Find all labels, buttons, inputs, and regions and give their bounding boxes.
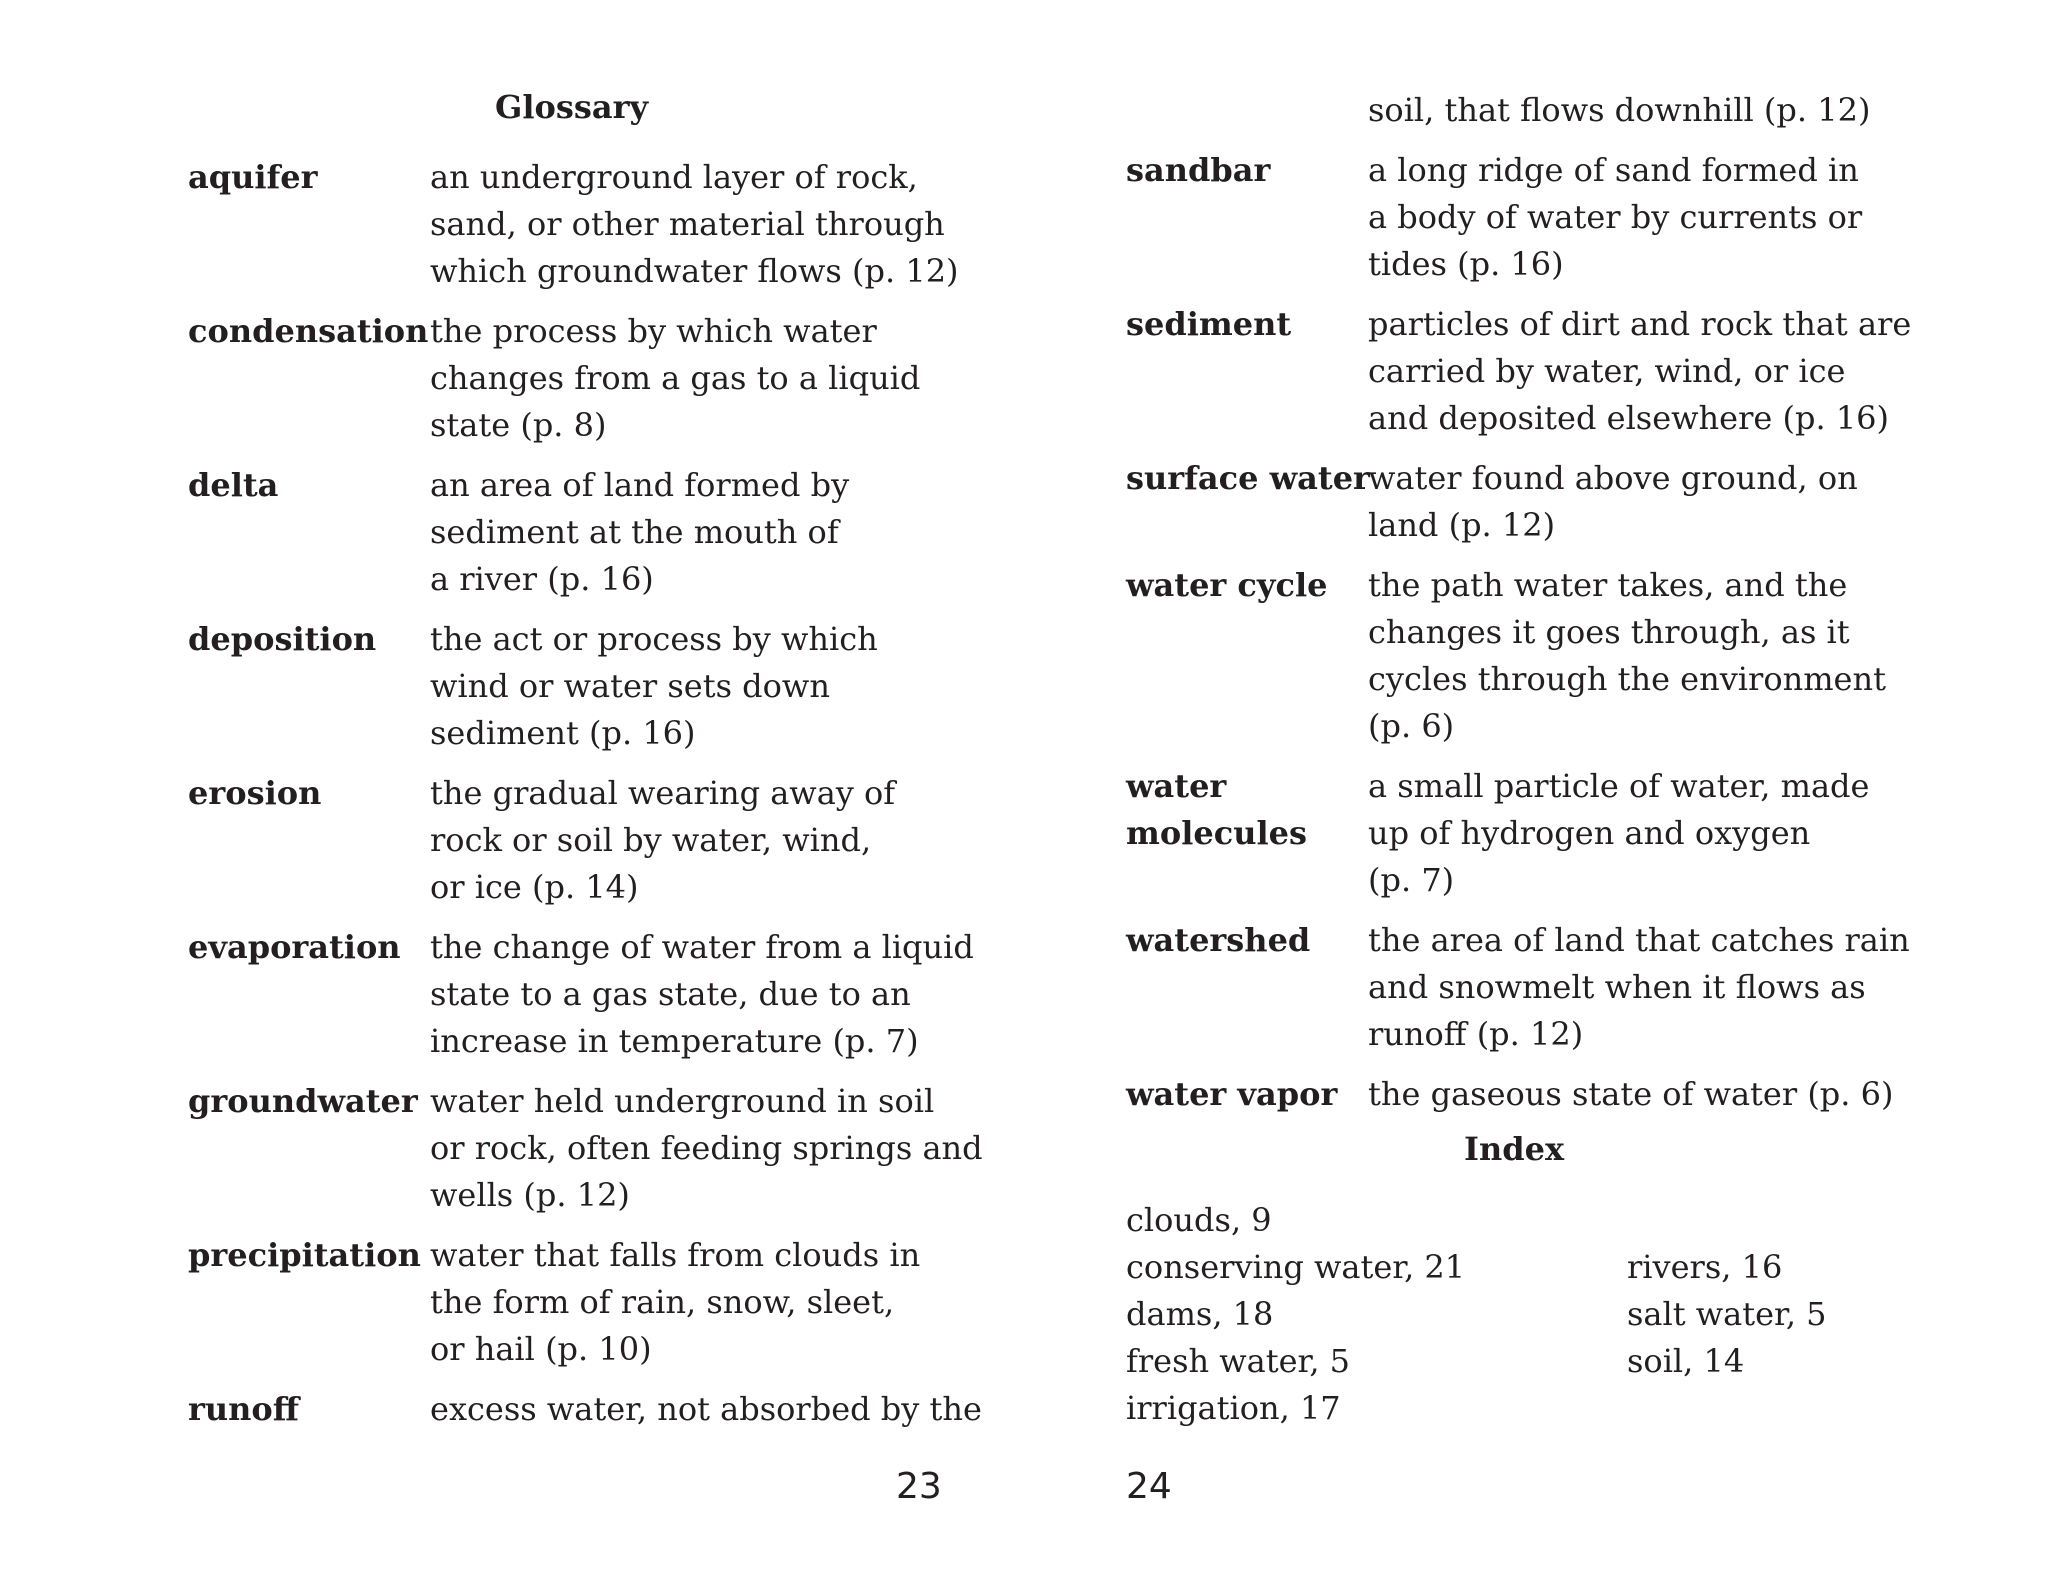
right-page <box>1024 0 2048 1582</box>
term-line: sediment <box>1126 305 1292 343</box>
glossary-term <box>1126 562 1368 750</box>
glossary-definition <box>430 1078 983 1219</box>
glossary-definition <box>1368 763 1888 904</box>
index-item: clouds, 9 <box>1126 1201 1272 1239</box>
glossary-entry <box>1126 763 1906 904</box>
term-line: precipitation <box>188 1236 421 1274</box>
term-line: evaporation <box>188 928 401 966</box>
glossary-term <box>1126 763 1368 904</box>
glossary-entry <box>1126 455 1906 549</box>
page-number-right: 24 <box>1126 1466 1172 1507</box>
term-line: runoff <box>188 1390 299 1428</box>
definition-line: the change of water from a liquid <box>430 928 974 966</box>
definition-line: water held underground in soil <box>430 1082 935 1120</box>
glossary-definition <box>430 1386 982 1433</box>
index-item: irrigation, 17 <box>1126 1389 1341 1427</box>
glossary-term <box>188 924 430 1065</box>
definition-line: land (p. 12) <box>1368 506 1556 544</box>
definition-line: an underground layer of rock, <box>430 158 918 196</box>
definition-line: which groundwater flows (p. 12) <box>430 252 959 290</box>
glossary-entry <box>188 1386 982 1433</box>
term-line: delta <box>188 466 279 504</box>
definition-line: sediment at the mouth of <box>430 513 839 551</box>
definition-line: the gaseous state of water (p. 6) <box>1368 1075 1894 1113</box>
term-line: surface water <box>1126 459 1370 497</box>
definition-line: increase in temperature (p. 7) <box>430 1022 919 1060</box>
definition-line: excess water, not absorbed by the <box>430 1390 982 1428</box>
glossary-definition <box>1368 301 1912 442</box>
glossary-term <box>1126 455 1368 549</box>
index-item: fresh water, 5 <box>1126 1342 1351 1380</box>
definition-line: the form of rain, snow, sleet, <box>430 1283 895 1321</box>
definition-line: wells (p. 12) <box>430 1176 630 1214</box>
glossary-definition <box>430 616 950 757</box>
definition-line: the gradual wearing away of <box>430 774 896 812</box>
glossary-definition <box>430 154 959 295</box>
definition-line: a small particle of water, made <box>1368 767 1870 805</box>
index-item: dams, 18 <box>1126 1295 1274 1333</box>
definition-line: tides (p. 16) <box>1368 245 1564 283</box>
glossary-entry <box>188 1232 968 1373</box>
glossary-definition <box>430 1232 950 1373</box>
definition-line: (p. 6) <box>1368 707 1455 745</box>
term-line: aquifer <box>188 158 318 196</box>
term-line: condensation <box>188 312 429 350</box>
glossary-continuation <box>1126 87 1906 134</box>
glossary-definition <box>1368 917 1910 1058</box>
glossary-entry <box>188 770 968 911</box>
glossary-entries-right <box>1126 87 1912 1131</box>
glossary-entry <box>1126 917 1910 1058</box>
definition-line: state to a gas state, due to an <box>430 975 911 1013</box>
glossary-term <box>1126 147 1368 288</box>
glossary-definition <box>430 770 950 911</box>
term-line: sandbar <box>1126 151 1271 189</box>
glossary-term <box>188 1232 430 1373</box>
definition-line: (p. 7) <box>1368 861 1455 899</box>
definition-line: water found above ground, on <box>1368 459 1858 497</box>
definition-line: cycles through the environment <box>1368 660 1886 698</box>
glossary-definition <box>430 462 950 603</box>
glossary-entry <box>188 616 968 757</box>
term-line: water cycle <box>1126 566 1328 604</box>
glossary-definition <box>1368 1071 1894 1118</box>
index-heading: Index <box>1464 1130 1565 1168</box>
definition-line: the area of land that catches rain <box>1368 921 1910 959</box>
glossary-entry <box>1126 147 1906 288</box>
index-column-2 <box>1627 1244 1827 1385</box>
glossary-entry <box>188 154 968 295</box>
index-item: soil, 14 <box>1627 1342 1745 1380</box>
glossary-term <box>188 154 430 295</box>
index-item: conserving water, 21 <box>1126 1248 1466 1286</box>
definition-line: soil, that flows downhill (p. 12) <box>1368 91 1871 129</box>
glossary-entry <box>1126 1071 1906 1118</box>
definition-line: up of hydrogen and oxygen <box>1368 814 1811 852</box>
index-item: rivers, 16 <box>1627 1248 1783 1286</box>
term-line: deposition <box>188 620 377 658</box>
glossary-term <box>188 462 430 603</box>
glossary-entry <box>1126 562 1906 750</box>
definition-line: changes it goes through, as it <box>1368 613 1850 651</box>
definition-line: state (p. 8) <box>430 406 607 444</box>
glossary-heading: Glossary <box>495 88 649 126</box>
definition-line: and deposited elsewhere (p. 16) <box>1368 399 1890 437</box>
glossary-term <box>188 1386 430 1433</box>
index-column-1 <box>1126 1197 1465 1432</box>
definition-line: a long ridge of sand formed in <box>1368 151 1859 189</box>
definition-line: runoff (p. 12) <box>1368 1015 1584 1053</box>
glossary-entry <box>188 462 968 603</box>
definition-line: or hail (p. 10) <box>430 1330 652 1368</box>
glossary-entry <box>188 308 968 449</box>
definition-line: sand, or other material through <box>430 205 945 243</box>
definition-line: particles of dirt and rock that are <box>1368 305 1912 343</box>
definition-line: changes from a gas to a liquid <box>430 359 921 397</box>
term-line: water <box>1126 767 1227 805</box>
definition-line: or ice (p. 14) <box>430 868 639 906</box>
glossary-definition <box>1368 147 1888 288</box>
glossary-term <box>188 770 430 911</box>
glossary-entry <box>188 924 974 1065</box>
term-line: watershed <box>1126 921 1311 959</box>
definition-line: a river (p. 16) <box>430 560 654 598</box>
page-number-left: 23 <box>896 1466 942 1507</box>
glossary-definition <box>430 924 974 1065</box>
definition-line: rock or soil by water, wind, <box>430 821 872 859</box>
glossary-term <box>188 308 430 449</box>
definition-line: and snowmelt when it flows as <box>1368 968 1866 1006</box>
glossary-term <box>1126 1071 1368 1118</box>
definition-line: wind or water sets down <box>430 667 830 705</box>
glossary-entry <box>188 1078 983 1219</box>
index-item: salt water, 5 <box>1627 1295 1827 1333</box>
term-line: water vapor <box>1126 1075 1338 1113</box>
glossary-term <box>1126 301 1368 442</box>
definition-line: the path water takes, and the <box>1368 566 1848 604</box>
glossary-entry <box>1126 301 1912 442</box>
glossary-definition <box>1368 455 1888 549</box>
definition-line: water that falls from clouds in <box>430 1236 921 1274</box>
glossary-definition <box>1368 562 1888 750</box>
term-line: molecules <box>1126 814 1307 852</box>
definition-line: an area of land formed by <box>430 466 850 504</box>
definition-line: a body of water by currents or <box>1368 198 1863 236</box>
term-line: groundwater <box>188 1082 418 1120</box>
definition-line: sediment (p. 16) <box>430 714 696 752</box>
glossary-term <box>188 616 430 757</box>
definition-line: the act or process by which <box>430 620 878 658</box>
glossary-term <box>1126 917 1368 1058</box>
term-line: erosion <box>188 774 322 812</box>
definition-line: carried by water, wind, or ice <box>1368 352 1846 390</box>
definition-line: or rock, often feeding springs and <box>430 1129 983 1167</box>
glossary-entries-left <box>188 154 983 1446</box>
continuation-definition <box>1368 87 1888 134</box>
definition-line: the process by which water <box>430 312 877 350</box>
glossary-definition <box>430 308 950 449</box>
glossary-term <box>188 1078 430 1219</box>
